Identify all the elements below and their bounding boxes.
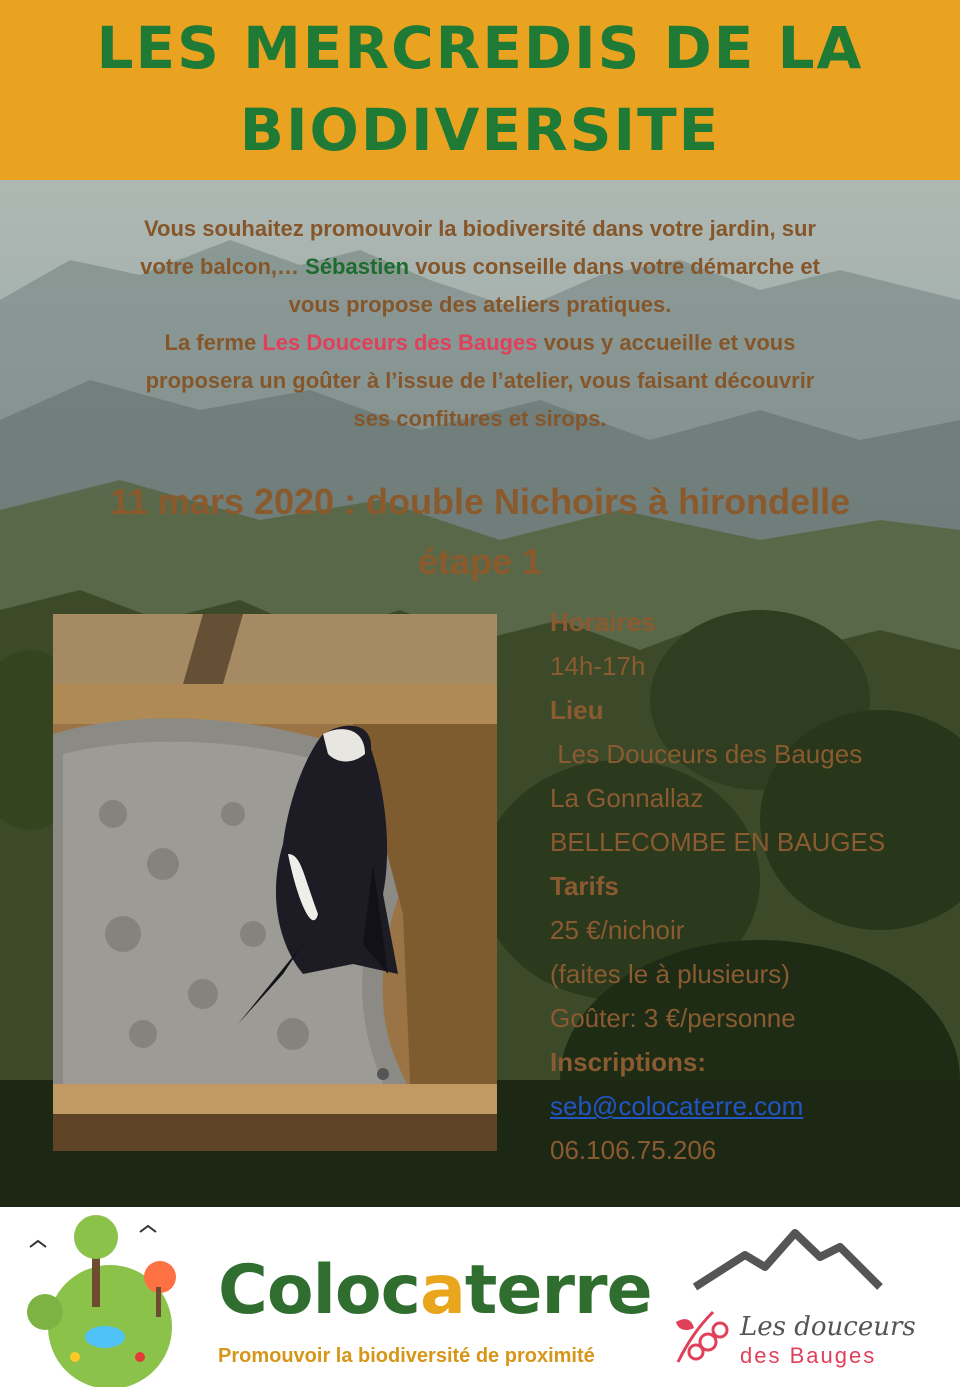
horaires-label: Horaires (550, 607, 656, 637)
swallow-nest-photo (53, 614, 497, 1151)
sebastien-name: Sébastien (305, 254, 410, 279)
intro-text: La ferme (164, 330, 263, 355)
intro-text: votre balcon,… (140, 254, 306, 279)
intro-paragraph (40, 210, 920, 438)
tarif-nichoir: 25 €/nichoir (550, 915, 685, 945)
farm-name: Les Douceurs des Bauges (262, 330, 538, 355)
intro-line (40, 248, 920, 286)
header-banner (0, 0, 960, 180)
colocaterre-tagline: Promouvoir la biodiversité de proximité (218, 1345, 595, 1367)
intro-line: proposera un goûter à l’issue de l’atelier, vous faisant découvrir (145, 368, 815, 393)
email-link[interactable]: seb@colocaterre.com (550, 1091, 804, 1121)
brand-part: terre (464, 1251, 652, 1330)
lieu-line-1: Les Douceurs des Bauges (550, 739, 863, 769)
douceurs-logo-line-1: Les douceurs (740, 1312, 916, 1342)
intro-line: vous propose des ateliers pratiques. (288, 292, 672, 317)
brand-part: Coloc (218, 1251, 420, 1330)
lieu-label: Lieu (550, 695, 604, 725)
lieu-line-3: BELLECOMBE EN BAUGES (550, 827, 886, 857)
lieu-line-2: La Gonnallaz (550, 783, 704, 813)
colocaterre-wordmark (218, 1251, 652, 1330)
tree-globe-logo-icon (0, 1207, 200, 1387)
intro-text: vous conseille dans votre démarche et (409, 254, 820, 279)
tarif-gouter: Goûter: 3 €/personne (550, 1003, 796, 1033)
event-details (550, 600, 950, 1172)
phone-number: 06.106.75.206 (550, 1135, 717, 1165)
footer-logos (0, 1207, 960, 1387)
intro-line: Vous souhaitez promouvoir la biodiversité dans votre jardin, sur (144, 216, 816, 241)
tarifs-label: Tarifs (550, 871, 619, 901)
page-title-line-1: LES MERCREDIS DE LA (96, 14, 864, 82)
intro-line (40, 324, 920, 362)
tarif-note: (faites le à plusieurs) (550, 959, 790, 989)
event-title-line-2: étape 1 (417, 541, 543, 582)
intro-line: ses confitures et sirops. (353, 406, 607, 431)
event-title (0, 472, 960, 592)
mountain-logo-icon (690, 1225, 890, 1305)
brand-part: a (419, 1251, 465, 1330)
berries-icon (668, 1302, 738, 1372)
event-title-line-1: 11 mars 2020 : double Nichoirs à hirondelle (109, 481, 851, 522)
douceurs-logo-line-2: des Bauges (740, 1343, 877, 1368)
mountain-background (0, 180, 960, 1207)
inscriptions-label: Inscriptions: (550, 1047, 707, 1077)
horaires-value: 14h-17h (550, 651, 646, 681)
intro-text: vous y accueille et vous (537, 330, 796, 355)
page-title-line-2: BIODIVERSITE (239, 96, 721, 164)
